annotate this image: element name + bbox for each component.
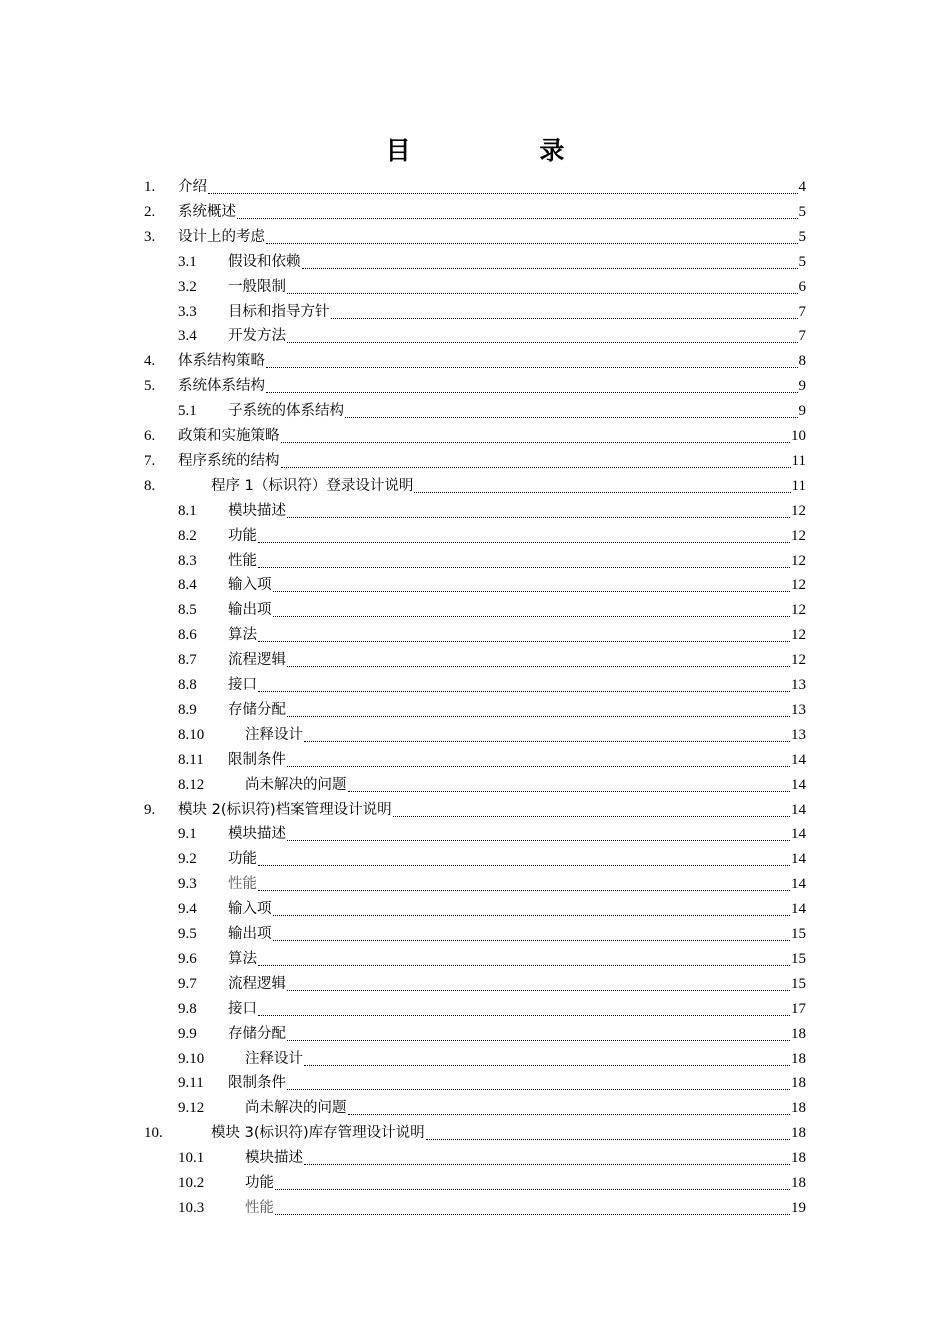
toc-entry-label: 模块 3(标识符)库存管理设计说明: [211, 1125, 425, 1142]
toc-entry-label: 体系结构策略: [178, 353, 265, 370]
toc-entry-number: 9.2: [178, 851, 197, 868]
toc-entry-page-number: 14: [791, 801, 806, 818]
toc-entry-label: 介绍: [178, 179, 207, 195]
toc-entry[interactable]: [0, 1095, 950, 1120]
toc-entry-page-number: 14: [791, 851, 806, 868]
toc-entry-number: 5.: [144, 378, 156, 395]
toc-entry-number: 9.3: [178, 876, 197, 893]
toc-entry[interactable]: [0, 1145, 950, 1170]
toc-entry-label: 功能: [228, 851, 257, 868]
toc-dot-leader: [287, 840, 790, 841]
toc-entry-number: 8.3: [178, 552, 197, 569]
toc-dot-leader: [287, 716, 790, 717]
toc-entry-label: 存储分配: [228, 701, 286, 718]
toc-dot-leader: [266, 243, 798, 244]
toc-entry-label: 系统体系结构: [178, 378, 265, 395]
toc-dot-leader: [258, 567, 790, 568]
toc-entry-page-number: 14: [791, 901, 806, 918]
toc-entry-label: 算法: [228, 950, 257, 967]
toc-entry[interactable]: [0, 1170, 950, 1195]
toc-entry[interactable]: [0, 199, 950, 224]
toc-entry[interactable]: [0, 473, 950, 498]
toc-entry-page-number: 18: [791, 1125, 806, 1142]
toc-entry[interactable]: [0, 697, 950, 722]
toc-entry-number: 9.8: [178, 1000, 197, 1017]
toc-entry-page-number: 13: [791, 701, 806, 718]
toc-entry[interactable]: [0, 672, 950, 697]
toc-entry-page-number: 18: [791, 1025, 806, 1042]
toc-dot-leader: [258, 890, 790, 891]
toc-entry[interactable]: [0, 548, 950, 573]
toc-entry[interactable]: [0, 747, 950, 772]
toc-entry-number: 10.: [144, 1125, 163, 1142]
toc-entry-label: 功能: [245, 1175, 274, 1191]
toc-entry-page-number: 12: [791, 627, 806, 644]
toc-dot-leader: [258, 965, 790, 966]
toc-entry-page-number: 15: [791, 926, 806, 942]
toc-entry[interactable]: [0, 996, 950, 1021]
toc-entry-label: 注释设计: [245, 726, 303, 743]
toc-entry[interactable]: [0, 896, 950, 921]
toc-entry-label: 存储分配: [228, 1025, 286, 1042]
toc-entry[interactable]: [0, 871, 950, 896]
toc-entry-label: 尚未解决的问题: [245, 1100, 347, 1117]
toc-dot-leader: [273, 616, 791, 617]
toc-entry-page-number: 12: [791, 502, 806, 519]
toc-entry-number: 8.1: [178, 502, 197, 519]
toc-entry-label: 模块描述: [228, 502, 286, 519]
toc-entry-page-number: 18: [791, 1050, 806, 1067]
toc-entry-page-number: 9: [798, 378, 806, 395]
toc-entry-label: 一般限制: [228, 278, 286, 295]
toc-entry-page-number: 5: [798, 203, 806, 220]
toc-dot-leader: [237, 218, 798, 219]
toc-entry-number: 9.5: [178, 926, 197, 942]
toc-entry-number: 4.: [144, 353, 156, 370]
toc-dot-leader: [287, 990, 790, 991]
toc-dot-leader: [287, 1040, 790, 1041]
toc-entry[interactable]: [0, 373, 950, 398]
toc-entry-page-number: 11: [791, 477, 806, 494]
toc-entry[interactable]: [0, 249, 950, 274]
toc-entry-label: 模块描述: [245, 1150, 303, 1167]
toc-entry-label: 假设和依赖: [228, 253, 301, 270]
toc-entry-label: 模块 2(标识符)档案管理设计说明: [178, 801, 392, 818]
toc-entry[interactable]: [0, 1021, 950, 1046]
toc-dot-leader: [275, 1214, 790, 1215]
toc-entry-page-number: 7: [798, 303, 806, 320]
toc-entry-label: 设计上的考虑: [178, 228, 265, 245]
toc-entry[interactable]: [0, 348, 950, 373]
toc-entry[interactable]: [0, 1070, 950, 1095]
toc-entry-page-number: 13: [791, 726, 806, 743]
toc-entry-number: 8.: [144, 477, 156, 494]
toc-entry-label: 模块描述: [228, 826, 286, 843]
toc-entry-label: 子系统的体系结构: [228, 403, 344, 420]
toc-entry-page-number: 12: [791, 527, 806, 544]
toc-entry[interactable]: [0, 946, 950, 971]
toc-entry-number: 10.2: [178, 1175, 205, 1191]
toc-dot-leader: [348, 791, 791, 792]
toc-entry-label: 尚未解决的问题: [245, 776, 347, 793]
toc-entry-number: 3.: [144, 228, 156, 245]
toc-entry-label: 程序 1（标识符）登录设计说明: [211, 477, 414, 494]
toc-entry-page-number: 5: [798, 253, 806, 270]
toc-dot-leader: [258, 865, 790, 866]
toc-entry[interactable]: [0, 498, 950, 523]
toc-entry-label: 流程逻辑: [228, 652, 286, 669]
toc-entry-number: 3.3: [178, 303, 197, 320]
toc-entry[interactable]: [0, 274, 950, 299]
toc-entry-page-number: 15: [791, 950, 806, 967]
toc-entry-number: 5.1: [178, 403, 197, 420]
toc-entry-label: 输出项: [228, 602, 272, 619]
toc-dot-leader: [266, 367, 798, 368]
toc-entry-label: 开发方法: [228, 328, 286, 345]
toc-entry-page-number: 12: [791, 602, 806, 619]
toc-dot-leader: [287, 1089, 790, 1090]
toc-entry[interactable]: [0, 174, 950, 199]
toc-entry-number: 8.7: [178, 652, 197, 669]
toc-entry[interactable]: [0, 299, 950, 324]
toc-entry-number: 9.7: [178, 975, 197, 992]
toc-entry[interactable]: [0, 523, 950, 548]
toc-dot-leader: [348, 1114, 791, 1115]
toc-entry-page-number: 9: [798, 403, 806, 420]
toc-entry-number: 8.4: [178, 577, 197, 594]
toc-entry-number: 8.9: [178, 701, 197, 718]
toc-dot-leader: [287, 766, 790, 767]
toc-entry-number: 3.4: [178, 328, 197, 345]
toc-entry-label: 系统概述: [178, 203, 236, 220]
toc-dot-leader: [208, 193, 798, 194]
toc-entry[interactable]: [0, 622, 950, 647]
toc-dot-leader: [266, 392, 798, 393]
toc-dot-leader: [281, 467, 791, 468]
toc-entry-number: 1.: [144, 179, 156, 195]
toc-entry-number: 9.4: [178, 901, 197, 918]
toc-dot-leader: [414, 492, 790, 493]
toc-entry[interactable]: [0, 797, 950, 822]
toc-dot-leader: [345, 417, 798, 418]
toc-entry-label: 接口: [228, 677, 257, 693]
toc-entry-page-number: 18: [791, 1075, 806, 1092]
toc-entry[interactable]: [0, 423, 950, 448]
toc-entry-number: 7.: [144, 452, 156, 469]
toc-dot-leader: [302, 268, 798, 269]
toc-entry-page-number: 14: [791, 776, 806, 793]
toc-entry-number: 8.10: [178, 726, 205, 743]
toc-dot-leader: [273, 591, 791, 592]
toc-dot-leader: [258, 542, 790, 543]
toc-entry-label: 输出项: [228, 926, 272, 942]
toc-entry[interactable]: [0, 1046, 950, 1071]
toc-dot-leader: [258, 641, 790, 642]
toc-dot-leader: [273, 915, 791, 916]
toc-dot-leader: [287, 342, 798, 343]
toc-entry-page-number: 18: [791, 1175, 806, 1191]
toc-entry-number: 8.5: [178, 602, 197, 619]
toc-entry[interactable]: [0, 722, 950, 747]
toc-entry-page-number: 14: [791, 826, 806, 843]
toc-entry-number: 8.6: [178, 627, 197, 644]
toc-dot-leader: [331, 318, 798, 319]
toc-entry-label: 输入项: [228, 577, 272, 594]
toc-entry-label: 输入项: [228, 901, 272, 918]
toc-entry-label: 性能: [245, 1199, 274, 1216]
toc-entry-number: 10.3: [178, 1199, 205, 1216]
toc-entry-page-number: 4: [798, 179, 806, 195]
toc-entry[interactable]: [0, 647, 950, 672]
toc-entry-page-number: 12: [791, 552, 806, 569]
toc-entry-label: 算法: [228, 627, 257, 644]
toc-entry-number: 9.12: [178, 1100, 205, 1117]
toc-entry-number: 6.: [144, 428, 156, 444]
toc-entry-page-number: 11: [791, 452, 806, 469]
toc-entry-number: 8.11: [178, 751, 204, 768]
toc-entry[interactable]: [0, 448, 950, 473]
toc-entry[interactable]: [0, 821, 950, 846]
toc-entry[interactable]: [0, 971, 950, 996]
toc-entry-page-number: 10: [791, 428, 806, 444]
toc-dot-leader: [258, 1015, 790, 1016]
toc-entry[interactable]: [0, 846, 950, 871]
toc-entry-label: 性能: [228, 876, 257, 893]
toc-dot-leader: [287, 666, 790, 667]
toc-entry[interactable]: [0, 1120, 950, 1145]
toc-entry-number: 8.12: [178, 776, 205, 793]
toc-entry-number: 2.: [144, 203, 156, 220]
toc-entry-page-number: 6: [798, 278, 806, 295]
toc-entry-label: 目标和指导方针: [228, 303, 330, 320]
toc-entry-page-number: 5: [798, 228, 806, 245]
toc-dot-leader: [304, 1065, 790, 1066]
toc-entry-label: 政策和实施策略: [178, 428, 280, 444]
toc-entry-page-number: 15: [791, 975, 806, 992]
toc-entry-label: 性能: [228, 552, 257, 569]
toc-entry[interactable]: [0, 597, 950, 622]
toc-dot-leader: [287, 293, 798, 294]
toc-entry-page-number: 7: [798, 328, 806, 345]
toc-entry[interactable]: [0, 572, 950, 597]
toc-dot-leader: [281, 442, 791, 443]
toc-dot-leader: [287, 517, 790, 518]
toc-entry[interactable]: [0, 398, 950, 423]
toc-entry-number: 9.9: [178, 1025, 197, 1042]
toc-entry-number: 9.6: [178, 950, 197, 967]
toc-entry-page-number: 14: [791, 876, 806, 893]
toc-entry-page-number: 12: [791, 577, 806, 594]
toc-dot-leader: [304, 1164, 790, 1165]
toc-entry-label: 流程逻辑: [228, 975, 286, 992]
toc-entry-page-number: 12: [791, 652, 806, 669]
toc-entry-number: 9.11: [178, 1075, 204, 1092]
toc-entry-label: 限制条件: [228, 751, 286, 768]
toc-entry-label: 接口: [228, 1000, 257, 1017]
toc-dot-leader: [304, 741, 790, 742]
toc-entry-number: 8.2: [178, 527, 197, 544]
toc-entry-number: 3.2: [178, 278, 197, 295]
toc-dot-leader: [275, 1189, 790, 1190]
toc-entry-page-number: 13: [791, 677, 806, 693]
toc-title: 目 录: [385, 136, 625, 165]
toc-entry-page-number: 17: [791, 1000, 806, 1017]
toc-dot-leader: [273, 940, 791, 941]
toc-entry-page-number: 19: [791, 1199, 806, 1216]
toc-entry[interactable]: [0, 921, 950, 946]
toc-entry-number: 9.: [144, 801, 156, 818]
toc-entry-page-number: 14: [791, 751, 806, 768]
toc-entry-page-number: 18: [791, 1150, 806, 1167]
toc-entry[interactable]: [0, 323, 950, 348]
toc-entry-number: 8.8: [178, 677, 197, 693]
toc-entry-label: 程序系统的结构: [178, 452, 280, 469]
toc-entry-number: 9.1: [178, 826, 197, 843]
toc-entry[interactable]: [0, 1195, 950, 1220]
toc-dot-leader: [426, 1139, 790, 1140]
toc-entry-page-number: 18: [791, 1100, 806, 1117]
toc-entry-number: 10.1: [178, 1150, 205, 1167]
toc-entry-number: 3.1: [178, 253, 197, 270]
toc-dot-leader: [393, 816, 790, 817]
toc-entry[interactable]: [0, 224, 950, 249]
toc-entry-label: 限制条件: [228, 1075, 286, 1092]
toc-dot-leader: [258, 691, 790, 692]
toc-entry-number: 9.10: [178, 1050, 205, 1067]
toc-entry-label: 注释设计: [245, 1050, 303, 1067]
toc-entry-page-number: 8: [798, 353, 806, 370]
toc-entry-label: 功能: [228, 527, 257, 544]
toc-entry[interactable]: [0, 772, 950, 797]
